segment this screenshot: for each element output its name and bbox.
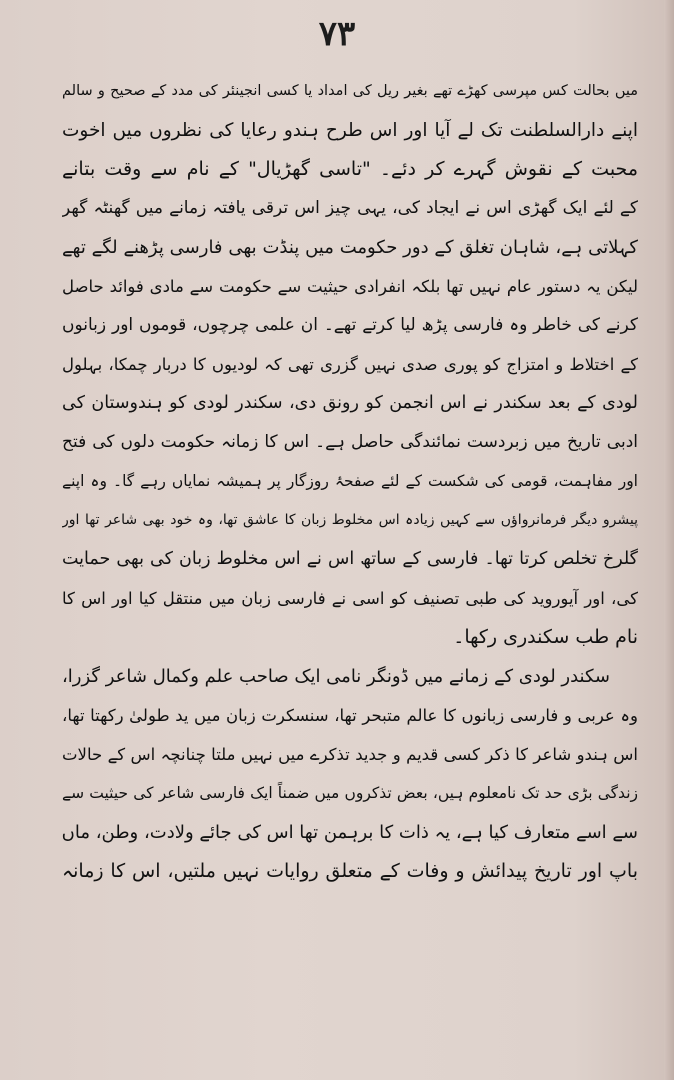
urdu-text-block bbox=[62, 72, 638, 891]
text-line: نام طب سکندری رکھا۔ bbox=[453, 626, 638, 648]
text-line: لودی کے بعد سکندر نے اس انجمن کو رونق دی، سکندر لودی کو ہندوستان کی bbox=[62, 393, 638, 413]
text-line: میں بحالت کس مپرسی کھڑے تھے بغیر ریل کی امداد یا کسی انجینئر کی مدد کے صحیح و سالم bbox=[62, 83, 638, 99]
page-number: ۷۳ bbox=[318, 14, 356, 54]
text-line: کے اختلاط و امتزاج کو پوری صدی نہیں گزری تھی کہ لودیوں کا دربار چمکا، بہلول bbox=[62, 355, 638, 374]
text-line: کرنے کی خاطر وہ فارسی پڑھ لیا کرتے تھے۔ ان علمی چرچوں، قوموں اور زبانوں bbox=[62, 315, 638, 335]
text-line: ادبی تاریخ میں زبردست نمائندگی حاصل ہے۔ اس کا زمانہ حکومت دلوں کی فتح bbox=[62, 432, 638, 452]
page-edge-shadow bbox=[664, 0, 674, 1080]
text-line: گلرخ تخلص کرتا تھا۔ فارسی کے ساتھ اس نے اس مخلوط زبان کی بھی حمایت bbox=[62, 549, 638, 569]
text-line: اس ہندو شاعر کا ذکر کسی قدیم و جدید تذکرے میں نہیں ملتا چنانچہ اس کے حالات bbox=[62, 745, 638, 764]
text-line: اور مفاہمت، قومی کی شکست کے لئے صفحۂ روزگار پر ہمیشہ نمایاں رہے گا۔ وہ اپنے bbox=[62, 472, 638, 490]
text-line: کہلاتی ہے، شاہان تغلق کے دور حکومت میں پنڈت بھی فارسی پڑھنے لگے تھے bbox=[62, 237, 638, 258]
text-line: اپنے دارالسلطنت تک لے آیا اور اس طرح ہندو رعایا کی نظروں میں اخوت bbox=[62, 120, 638, 141]
text-line: کے لئے ایک گھڑی اس نے ایجاد کی، یہی چیز اس ترقی یافتہ زمانے میں گھنٹہ گھر bbox=[62, 198, 638, 218]
text-line: زندگی بڑی حد تک نامعلوم ہیں، بعض تذکروں میں ضمناً ایک فارسی شاعر کی حیثیت سے bbox=[62, 784, 638, 802]
text-line: محبت کے نقوش گہرے کر دئے۔ "تاسی گھڑیال" کے نام سے وقت بتانے bbox=[62, 158, 638, 180]
text-line: سے اسے متعارف کیا ہے، یہ ذات کا برہمن تھا اس کی جائے ولادت، وطن، ماں bbox=[62, 822, 638, 843]
text-line: سکندر لودی کے زمانے میں ڈونگر نامی ایک صاحب علم وکمال شاعر گزرا، bbox=[62, 666, 610, 687]
text-line: لیکن یہ دستور عام نہیں تھا بلکہ انفرادی حیثیت سے حکومت سے مادی فوائد حاصل bbox=[62, 277, 638, 296]
text-line: کی، اور آیوروید کی طبی تصنیف کو اسی نے فارسی زبان میں منتقل کیا اور اس کا bbox=[62, 589, 638, 608]
text-line: پیشرو دیگر فرمانرواؤں سے کہیں زیادہ اس مخلوط زبان کا عاشق تھا، وہ خود بھی شاعر تھا اور bbox=[62, 512, 638, 528]
text-line: باپ اور تاریخ پیدائش و وفات کے متعلق روایات نہیں ملتیں، اس کا زمانہ bbox=[62, 860, 638, 882]
text-line: وہ عربی و فارسی زبانوں کا عالم متبحر تھا، سنسکرت زبان میں ید طولیٰ رکھتا تھا، bbox=[62, 706, 638, 725]
